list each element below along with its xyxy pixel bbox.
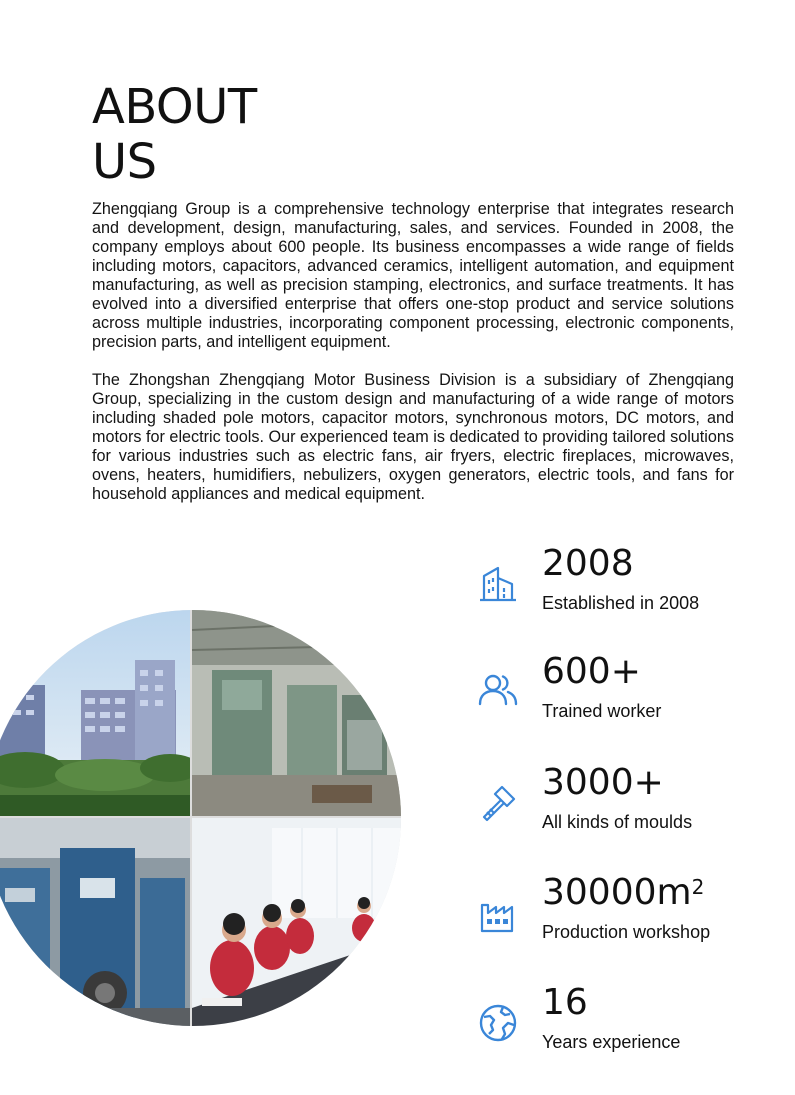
stamping-workshop-photo [192,610,401,816]
bolt-icon [476,783,520,827]
stat-label: Trained worker [542,701,662,721]
stat-workers [470,652,770,742]
title-line-1: ABOUT [92,79,257,135]
building-icon [476,562,520,606]
stat-number: 30000 [542,872,657,913]
intro-paragraph-2: The Zhongshan Zhengqiang Motor Business Division is a subsidiary of Zhengqiang Group, specializing in the custom design and manufacturing of a wide range of motors including shaded pole motors, capacitor motors, synchronous motors, DC motors, and motors for electric tools. Our experienced team is dedicated to providing tailored solutions for various industries such as electric fans, air fryers, electric fireplaces, microwaves, ovens, heaters, humidifiers, nebulizers, oxygen generators, electric tools, and fans for household appliances and medical equipment. [92,371,734,503]
stat-experience [470,983,770,1073]
machinery-photo [0,818,190,1026]
stat-value: 600+ [542,651,641,692]
page-title [92,80,257,190]
stat-value: 3000+ [542,762,664,803]
stat-workshop [470,873,770,963]
stat-unit: m [656,872,692,913]
title-line-2: US [92,134,157,190]
stat-value: 16 [542,982,588,1023]
factory-icon [476,893,520,937]
stat-label: Production workshop [542,922,711,942]
stat-value [542,873,704,913]
company-photo-collage [0,610,401,1026]
stat-unit-exponent: 2 [691,875,705,899]
building-photo [0,610,190,816]
globe-icon [476,1001,520,1045]
stat-label: All kinds of moulds [542,812,693,832]
stat-label: Established in 2008 [542,593,700,613]
team-meeting-photo [192,818,401,1026]
stat-value: 2008 [542,543,634,584]
stat-established [470,544,770,634]
users-icon [476,668,520,712]
stat-moulds [470,763,770,853]
stat-label: Years experience [542,1032,681,1052]
intro-paragraph-1: Zhengqiang Group is a comprehensive technology enterprise that integrates research and development, design, manufacturing, sales, and services. Founded in 2008, the company employs about 600 people. Its business encompasses a wide range of fields including motors, capacitors, advanced ceramics, intelligent automation, and equipment manufacturing, as well as precision stamping, electronics, and surface treatments. It has evolved into a diversified enterprise that offers one-stop product and service solutions across multiple industries, incorporating component processing, electronic components, precision parts, and intelligent equipment. [92,200,734,351]
